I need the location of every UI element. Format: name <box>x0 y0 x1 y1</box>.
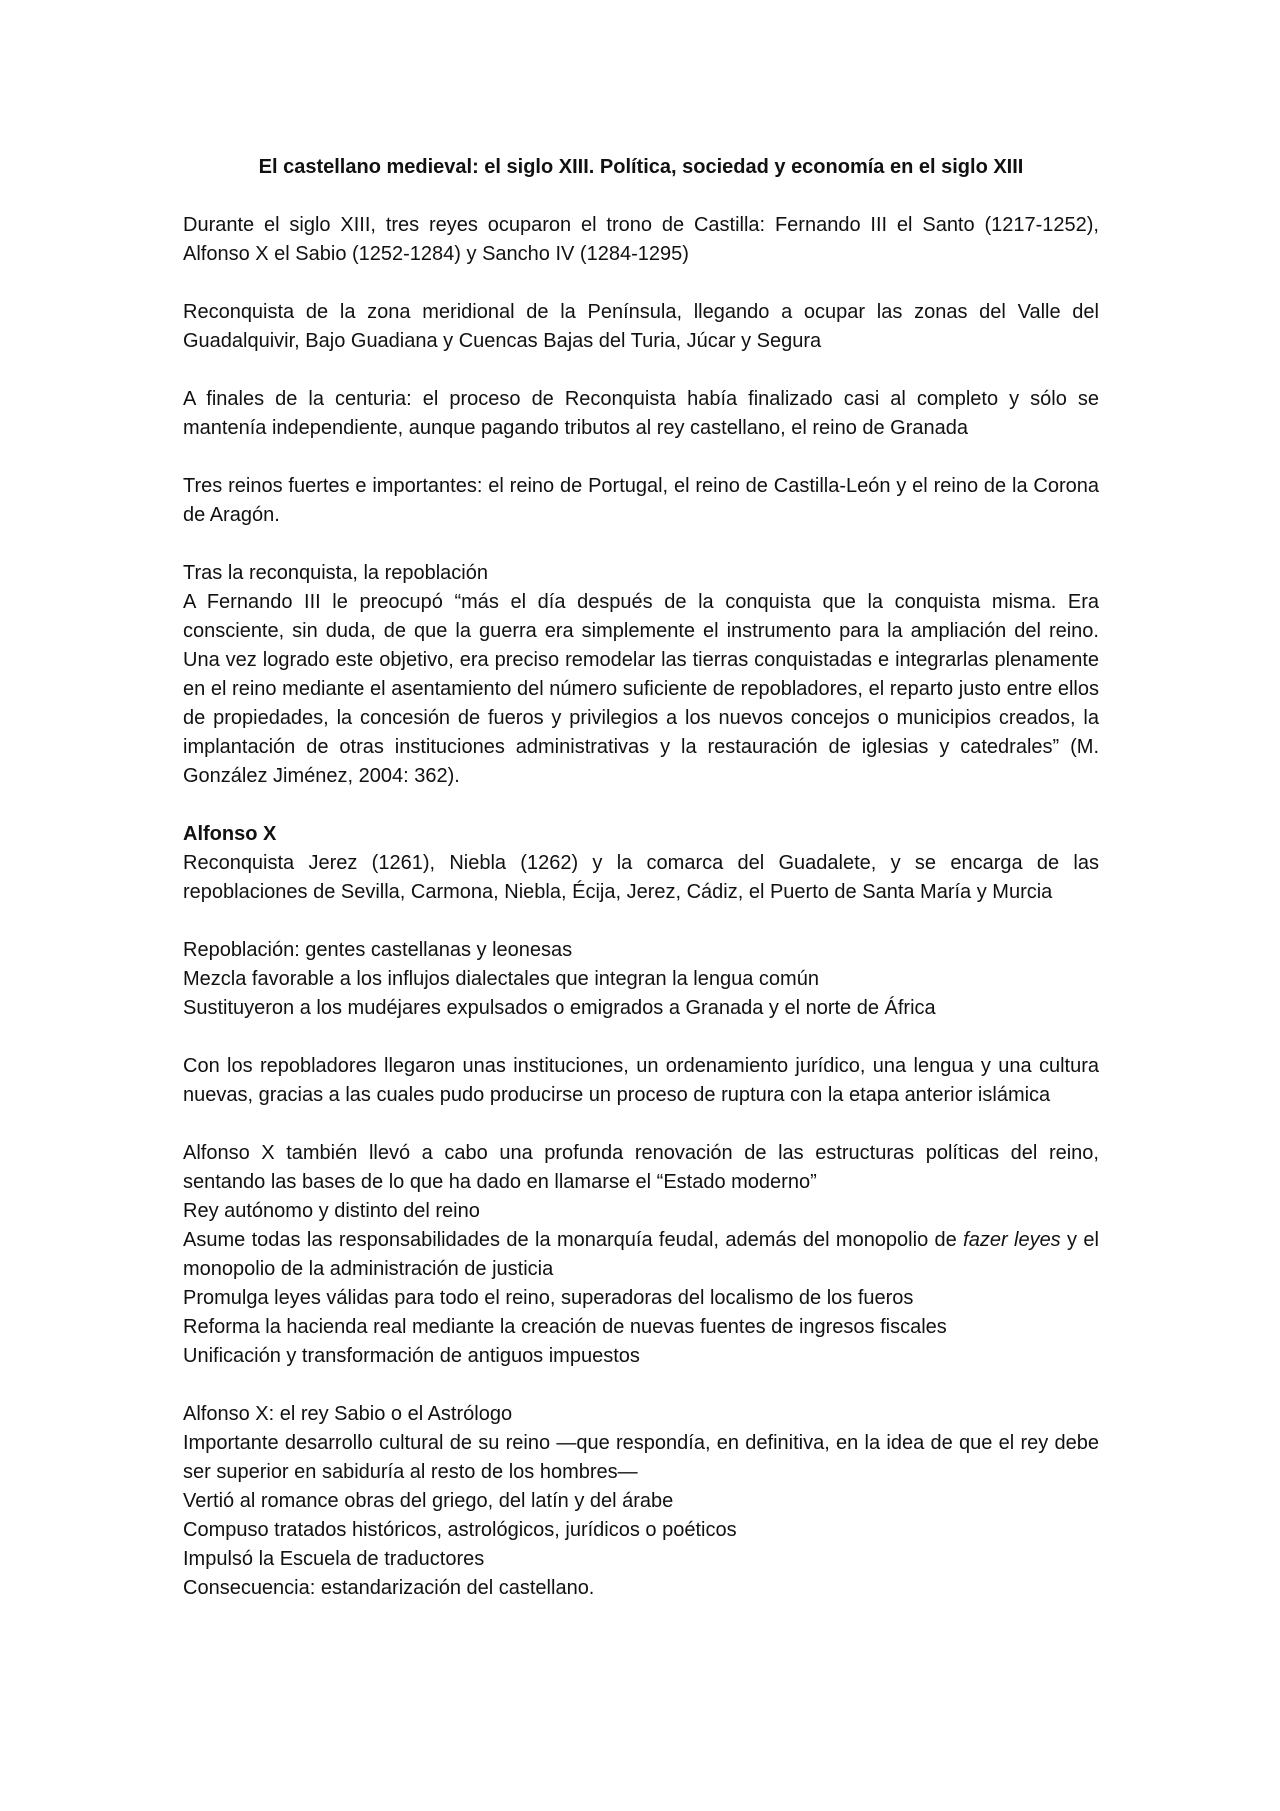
section-gentes <box>183 936 1099 1023</box>
paragraph-finales-centuria: A finales de la centuria: el proceso de Reconquista había finalizado casi al completo y sólo se mantenía independiente, aunque pagando tributos al rey castellano, el reino de Granada <box>183 388 1099 439</box>
estado-line-2-italic: fazer leyes <box>963 1229 1061 1251</box>
section-alfonso-x <box>183 820 1099 907</box>
estado-line-4: Reforma la hacienda real mediante la creación de nuevas fuentes de ingresos fiscales <box>183 1316 947 1338</box>
alfonso-heading: Alfonso X <box>183 823 277 845</box>
paragraph-reconquista: Reconquista de la zona meridional de la Península, llegando a ocupar las zonas del Valle del Guadalquivir, Bajo Guadiana y Cuencas Bajas del Turia, Júcar y Segura <box>183 301 1099 352</box>
sabio-line-1: Vertió al romance obras del griego, del latín y del árabe <box>183 1490 674 1512</box>
sabio-line-3: Impulsó la Escuela de traductores <box>183 1548 485 1570</box>
estado-line-3: Promulga leyes válidas para todo el reino, superadoras del localismo de los fueros <box>183 1287 914 1309</box>
section-rey-sabio <box>183 1400 1099 1603</box>
sabio-line-4: Consecuencia: estandarización del castellano. <box>183 1577 595 1599</box>
estado-line-1: Rey autónomo y distinto del reino <box>183 1200 480 1222</box>
gentes-line-1: Repoblación: gentes castellanas y leonesas <box>183 939 573 961</box>
estado-line-5: Unificación y transformación de antiguos impuestos <box>183 1345 640 1367</box>
repoblacion-quote: A Fernando III le preocupó “más el día después de la conquista que la conquista misma. Era consciente, sin duda, de que la guerra era simplemente el instrumento para la ampliación del reino. Una vez logrado este objetivo, era preciso remodelar las tierras conquistadas e integrarlas plenamente en el reino mediante el asentamiento del número suficiente de repobladores, el reparto justo entre ellos de propiedades, la concesión de fueros y privilegios a los nuevos concejos o municipios creados, la implantación de otras instituciones administrativas y la restauración de iglesias y catedrales” (M. González Jiménez, 2004: 362). <box>183 591 1099 787</box>
estado-intro: Alfonso X también llevó a cabo una profunda renovación de las estructuras políticas del reino, sentando las bases de lo que ha dado en llamarse el “Estado moderno” <box>183 1142 1099 1193</box>
alfonso-text: Reconquista Jerez (1261), Niebla (1262) y la comarca del Guadalete, y se encarga de las repoblaciones de Sevilla, Carmona, Niebla, Écija, Jerez, Cádiz, el Puerto de Santa María y Murcia <box>183 852 1099 903</box>
gentes-line-2: Mezcla favorable a los influjos dialectales que integran la lengua común <box>183 968 819 990</box>
paragraph-repobladores: Con los repobladores llegaron unas instituciones, un ordenamiento jurídico, una lengua y una cultura nuevas, gracias a las cuales pudo producirse un proceso de ruptura con la etapa anterior islámica <box>183 1055 1099 1106</box>
sabio-line-2: Compuso tratados históricos, astrológicos, jurídicos o poéticos <box>183 1519 737 1541</box>
estado-line-2-post: y el monopolio de la administración de justicia <box>183 1229 1099 1280</box>
gentes-line-3: Sustituyeron a los mudéjares expulsados o emigrados a Granada y el norte de África <box>183 997 936 1019</box>
document-title: El castellano medieval: el siglo XIII. Política, sociedad y economía en el siglo XIII <box>258 156 1024 178</box>
estado-line-2-pre: Asume todas las responsabilidades de la monarquía feudal, además del monopolio de <box>183 1229 964 1251</box>
section-repoblacion <box>183 559 1099 791</box>
repoblacion-heading: Tras la reconquista, la repoblación <box>183 562 488 584</box>
paragraph-tres-reinos: Tres reinos fuertes e importantes: el reino de Portugal, el reino de Castilla-León y el reino de la Corona de Aragón. <box>183 475 1099 526</box>
document-page <box>183 153 1099 1632</box>
sabio-text: Importante desarrollo cultural de su reino —que respondía, en definitiva, en la idea de que el rey debe ser superior en sabiduría al resto de los hombres— <box>183 1432 1099 1483</box>
estado-line-2 <box>183 1226 1099 1284</box>
section-estado-moderno <box>183 1139 1099 1371</box>
sabio-heading: Alfonso X: el rey Sabio o el Astrólogo <box>183 1403 513 1425</box>
paragraph-reyes: Durante el siglo XIII, tres reyes ocuparon el trono de Castilla: Fernando III el Santo (1217-1252), Alfonso X el Sabio (1252-1284) y Sancho IV (1284-1295) <box>183 214 1099 265</box>
